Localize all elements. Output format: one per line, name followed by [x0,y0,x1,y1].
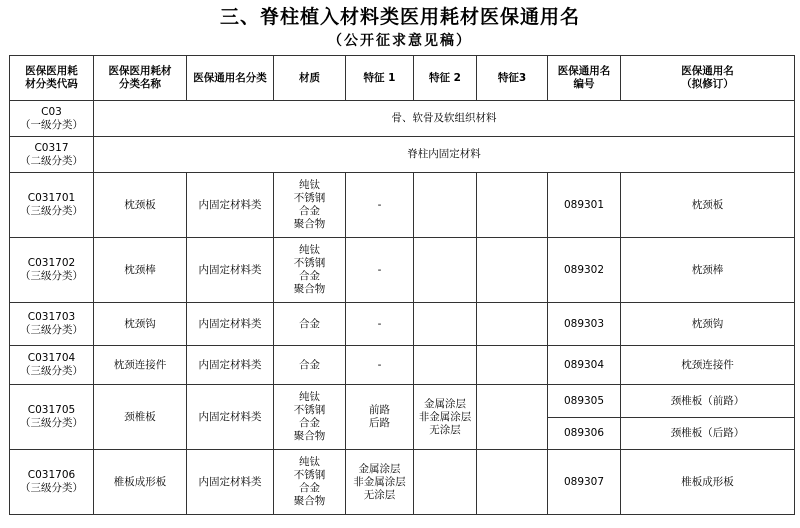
header-code: 医保医用耗 材分类代码 [10,56,94,101]
material-cell: 纯钛 不锈钢 合金 聚合物 [274,385,346,450]
category-cell: 内固定材料类 [187,173,274,238]
table-row-c031703 [10,303,795,346]
header-feature2: 特征 2 [414,56,477,101]
table-row-c031705 [10,385,795,418]
material-cell: 纯钛 不锈钢 合金 聚合物 [274,173,346,238]
catalog-table [9,55,795,515]
feature1-cell: - [346,173,414,238]
header-feature3: 特征3 [477,56,548,101]
number-cell: 089303 [548,303,621,346]
table-row-c0317 [10,137,795,173]
name-cell: 椎板成形板 [94,450,187,515]
feature1-cell: 前路 后路 [346,385,414,450]
feature3-cell [477,173,548,238]
code-cell: C031704 （三级分类） [10,346,94,385]
feature2-cell [414,346,477,385]
table-row-c031701 [10,173,795,238]
header-name: 医保医用耗材 分类名称 [94,56,187,101]
table-row-c031704 [10,346,795,385]
feature3-cell [477,238,548,303]
feature3-cell [477,385,548,450]
category-text-cell: 脊柱内固定材料 [94,137,795,173]
feature2-cell [414,303,477,346]
header-generic-name: 医保通用名 （拟修订） [621,56,795,101]
number-cell: 089304 [548,346,621,385]
feature2-cell [414,450,477,515]
table-row-c031702 [10,238,795,303]
generic-name-cell: 枕颈钩 [621,303,795,346]
document-title: 三、脊柱植入材料类医用耗材医保通用名 [219,6,580,28]
feature3-cell [477,450,548,515]
number-cell: 089307 [548,450,621,515]
generic-name-cell: 椎板成形板 [621,450,795,515]
code-cell: C031701 （三级分类） [10,173,94,238]
category-cell: 内固定材料类 [187,303,274,346]
name-cell: 枕颈板 [94,173,187,238]
number-cell: 089301 [548,173,621,238]
table-row-c031706 [10,450,795,515]
number-cell: 089305 [548,385,621,418]
header-number: 医保通用名 编号 [548,56,621,101]
category-cell: 内固定材料类 [187,238,274,303]
feature3-cell [477,346,548,385]
name-cell: 颈椎板 [94,385,187,450]
header-row [10,56,795,101]
header-material: 材质 [274,56,346,101]
code-cell: C0317 （二级分类） [10,137,94,173]
feature1-cell: - [346,346,414,385]
number-cell: 089302 [548,238,621,303]
feature2-cell [414,238,477,303]
code-cell: C031702 （三级分类） [10,238,94,303]
code-cell: C03 （一级分类） [10,101,94,137]
name-cell: 枕颈连接件 [94,346,187,385]
code-cell: C031703 （三级分类） [10,303,94,346]
document-subtitle: （公开征求意见稿） [328,33,472,49]
category-cell: 内固定材料类 [187,385,274,450]
code-cell: C031706 （三级分类） [10,450,94,515]
header-feature1: 特征 1 [346,56,414,101]
material-cell: 纯钛 不锈钢 合金 聚合物 [274,450,346,515]
generic-name-cell: 枕颈连接件 [621,346,795,385]
category-cell: 内固定材料类 [187,346,274,385]
category-cell: 内固定材料类 [187,450,274,515]
feature1-cell: - [346,238,414,303]
generic-name-cell: 枕颈棒 [621,238,795,303]
header-category: 医保通用名分类 [187,56,274,101]
table-row-c03 [10,101,795,137]
feature2-cell: 金属涂层 非金属涂层 无涂层 [414,385,477,450]
code-cell: C031705 （三级分类） [10,385,94,450]
feature3-cell [477,303,548,346]
feature2-cell [414,173,477,238]
feature1-cell: 金属涂层 非金属涂层 无涂层 [346,450,414,515]
generic-name-cell: 颈椎板（前路） [621,385,795,418]
generic-name-cell: 枕颈板 [621,173,795,238]
number-cell: 089306 [548,418,621,450]
feature1-cell: - [346,303,414,346]
material-cell: 纯钛 不锈钢 合金 聚合物 [274,238,346,303]
category-text-cell: 骨、软骨及软组织材料 [94,101,795,137]
name-cell: 枕颈钩 [94,303,187,346]
material-cell: 合金 [274,303,346,346]
generic-name-cell: 颈椎板（后路） [621,418,795,450]
material-cell: 合金 [274,346,346,385]
name-cell: 枕颈棒 [94,238,187,303]
